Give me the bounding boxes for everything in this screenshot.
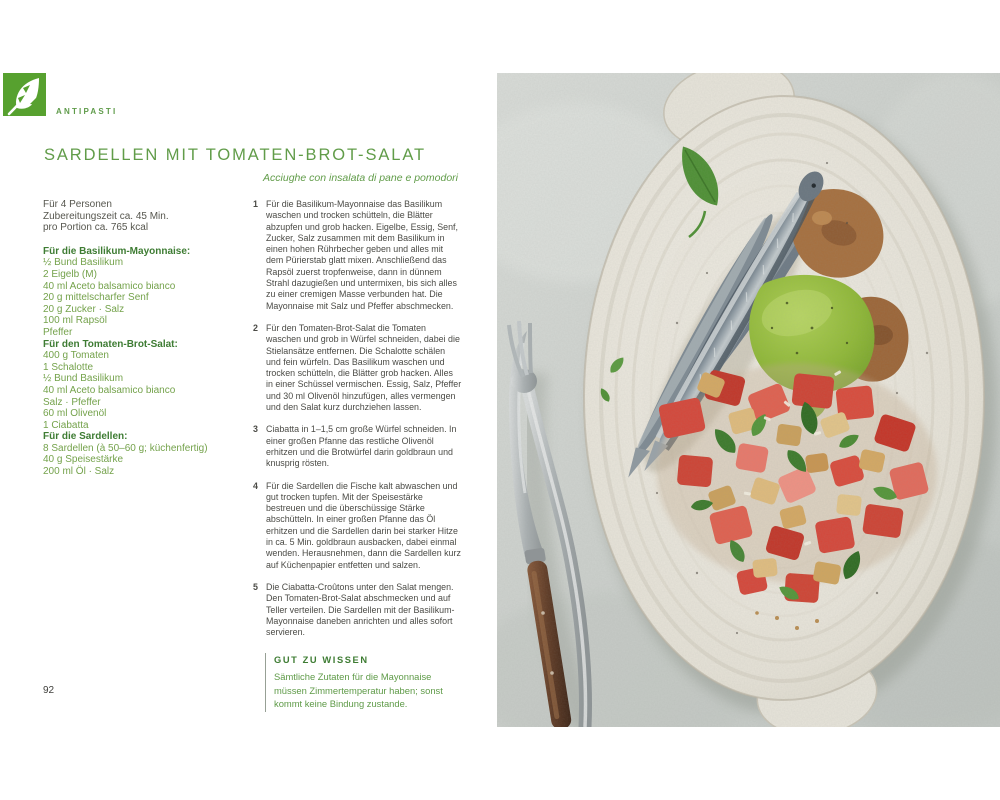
step-number: 5: [253, 581, 258, 592]
chapter-badge: [3, 73, 46, 116]
step-number: 4: [253, 480, 258, 491]
ingredient-item: 400 g Tomaten: [43, 350, 109, 362]
recipe-photo: [497, 73, 1000, 727]
ingredient-item: Salz · Pfeffer: [43, 396, 101, 408]
ingredient-item: 40 g Speisestärke: [43, 454, 124, 466]
step-text: Die Ciabatta-Croûtons unter den Salat mengen. Den Tomaten-Brot-Salat abschmecken und auf Teller verteilen. Die Sardellen mit der Basilikum-Mayonnaise daneben anrichten und alles sofort servieren.: [266, 581, 455, 638]
serving-info: [43, 199, 249, 234]
ingredient-item: 100 ml Rapsöl: [43, 315, 107, 327]
ingredient-item: 1 Schalotte: [43, 361, 94, 373]
servings-line: Für 4 Personen: [43, 199, 112, 210]
step-number: 1: [253, 199, 258, 209]
page-number: 92: [43, 685, 55, 696]
step-item: [253, 424, 462, 469]
leaf-icon: [3, 73, 46, 116]
ingredient-item: ½ Bund Basilikum: [43, 257, 124, 269]
category-label: ANTIPASTI: [56, 107, 118, 116]
prep-time-line: Zubereitungszeit ca. 45 Min.: [43, 210, 169, 222]
ingredients-section-heading: Für die Sardellen:: [43, 431, 128, 443]
recipe-subtitle: Acciughe con insalata di pane e pomodori: [263, 172, 458, 184]
step-item: [253, 481, 462, 571]
ingredient-item: ½ Bund Basilikum: [43, 373, 124, 385]
recipe-title: SARDELLEN MIT TOMATEN-BROT-SALAT: [44, 146, 427, 164]
step-number: 3: [253, 424, 258, 435]
ingredient-item: 2 Eigelb (M): [43, 268, 97, 280]
ingredient-item: 1 Ciabatta: [43, 419, 89, 431]
ingredients-column: [43, 199, 249, 478]
step-text: Für die Basilikum-Mayonnaise das Basilikum waschen und trocken schütteln, die Blätter abzupfen und grob hacken. Eigelbe, Essig, Senf, Zucker, Salz zusammen mit dem Basilikum in einen hohen Rührbecher geben und alles mit dem Pürierstab glatt mixen. Anschließend das Rapsöl zuerst tropfenweise, dann in dünnem Strahl dazugießen und untermixen, bis sich alles zu einer cremigen Masse verbunden hat. Die Mayonnaise mit Salz und Pfeffer abschmecken.: [266, 199, 458, 311]
step-text: Ciabatta in 1–1,5 cm große Würfel schneiden. In einer großen Pfanne das restliche Olivenöl erhitzen und die Brotwürfel darin goldbraun und knusprig rösten.: [266, 424, 457, 469]
photo-grain: [497, 73, 1000, 727]
ingredient-item: 40 ml Aceto balsamico bianco: [43, 384, 176, 396]
step-text: Für den Tomaten-Brot-Salat die Tomaten waschen und grob in Würfel schneiden, dabei die Stielansätze entfernen. Die Schalotte schälen und fein würfeln. Das Basilikum waschen und trocken schütteln, die Blätter grob hacken. Alles in einer Schüssel vermischen. Essig, Salz, Pfeffer und 30 ml Olivenöl hinzufügen, alles vermengen und den Salat kurz durchziehen lassen.: [266, 322, 462, 413]
ingredients-section-heading: Für die Basilikum-Mayonnaise:: [43, 245, 191, 257]
ingredients-section-heading: Für den Tomaten-Brot-Salat:: [43, 338, 178, 350]
calories-line: pro Portion ca. 765 kcal: [43, 222, 149, 234]
ingredient-item: 60 ml Olivenöl: [43, 408, 107, 420]
step-text: Für die Sardellen die Fische kalt abwaschen und gut trocken tupfen. Mit der Speisestärke bestreuen und die überschüssige Stärke abschütteln. In einer großen Pfanne das Öl erhitzen und die Sardellen darin bei starker Hitze in ca. 5 Min. goldbraun ausbacken, dabei einmal wenden. Herausnehmen, dann die Sardellen kurz auf Küchenpapier entfetten und salzen.: [266, 480, 461, 570]
ingredient-item: Pfeffer: [43, 326, 73, 338]
step-number: 2: [253, 322, 258, 333]
instructions-column: [253, 199, 462, 712]
tip-text: Sämtliche Zutaten für die Mayonnaise müssen Zimmertemperatur haben; sonst kommt keine Bindung zustande.: [274, 671, 443, 709]
step-item: [253, 199, 462, 312]
tip-heading: GUT ZU WISSEN: [274, 655, 369, 666]
ingredient-item: 200 ml Öl · Salz: [43, 466, 115, 478]
step-item: [253, 582, 462, 638]
ingredient-item: 40 ml Aceto balsamico bianco: [43, 280, 176, 292]
ingredient-item: 20 g mittelscharfer Senf: [43, 292, 149, 304]
tip-box: [265, 653, 462, 712]
ingredient-item: 20 g Zucker · Salz: [43, 303, 125, 315]
step-item: [253, 323, 462, 413]
ingredient-item: 8 Sardellen (à 50–60 g; küchenfertig): [43, 442, 208, 454]
